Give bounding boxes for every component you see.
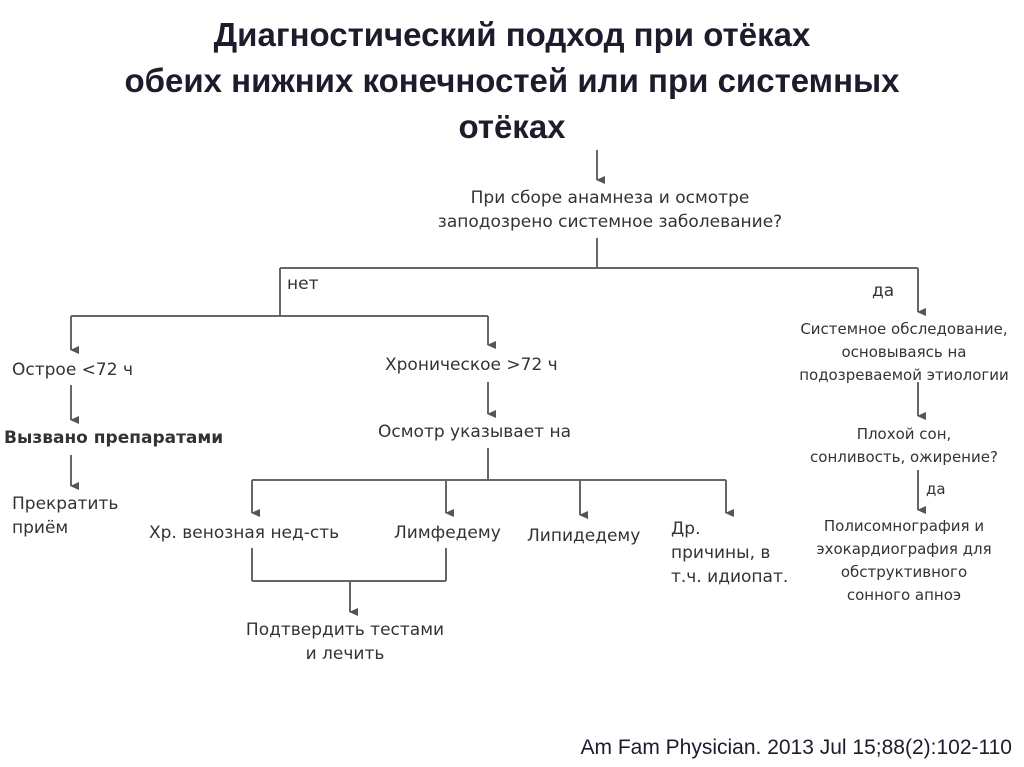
label-yes: да <box>872 281 895 301</box>
exam-indicates-node: Осмотр указывает на <box>378 422 571 442</box>
label-yes-2: да <box>926 480 946 498</box>
lipedema-node: Липидедему <box>527 526 641 546</box>
question-systemic: При сборе анамнеза и осмотре заподозрено системное заболевание? <box>437 188 783 232</box>
page-title: Диагностический подход при отёках обеих нижних конечностей или при системных отёках <box>124 16 900 145</box>
lymphedema-node: Лимфедему <box>394 523 501 543</box>
label-no: нет <box>287 274 319 294</box>
systemic-workup-node: Системное обследование, основываясь на подозреваемой этиологии <box>799 320 1009 384</box>
sleep-question-node: Плохой сон, сонливость, ожирение? <box>810 425 998 466</box>
other-causes-node: Др. причины, в т.ч. идиопат. <box>671 519 789 587</box>
citation: Am Fam Physician. 2013 Jul 15;88(2):102-110 <box>580 736 1012 759</box>
drug-induced-node: Вызвано препаратами <box>4 428 224 448</box>
confirm-node: Подтвердить тестами и лечить <box>245 620 445 664</box>
chronic-node: Хроническое >72 ч <box>385 355 558 375</box>
polysomnography-node: Полисомнография и эхокардиография для обструктивного сонного апноэ <box>816 517 992 604</box>
chronic-venous-node: Хр. венозная нед-сть <box>149 523 340 543</box>
stop-node: Прекратить приём <box>12 494 119 538</box>
acute-node: Острое <72 ч <box>12 360 134 380</box>
